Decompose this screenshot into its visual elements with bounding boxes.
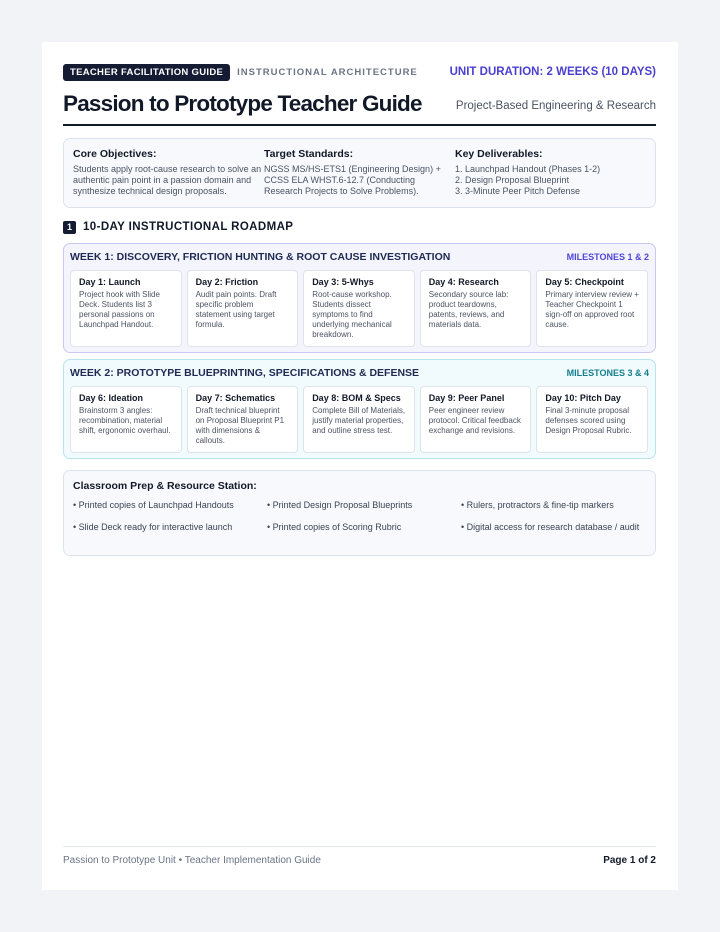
day-description: Draft technical blueprint on Proposal Blueprint P1 with dimensions & callouts. (195, 406, 285, 445)
objective-standards (264, 148, 455, 207)
prep-item: • Rulers, protractors & fine-tip markers (461, 500, 614, 510)
objective-heading: Key Deliverables: (455, 148, 543, 160)
milestone-label: MILESTONES 1 & 2 (566, 252, 649, 262)
objective-deliverables (455, 148, 646, 207)
prep-heading: Classroom Prep & Resource Station: (73, 480, 257, 492)
header-main (63, 89, 656, 117)
day-card (536, 270, 648, 347)
week-1-block (63, 243, 656, 353)
header-top (63, 63, 656, 81)
day-description: Primary interview review + Teacher Checkpoint 1 sign-off on approved root cause. (545, 290, 639, 329)
day-description: Peer engineer review protocol. Critical feedback exchange and revisions. (428, 406, 521, 435)
day-description: Secondary source lab: product teardowns, patents, reviews, and materials data. (428, 290, 509, 329)
objectives-box (63, 138, 656, 208)
objective-core (73, 148, 264, 207)
roadmap-heading (63, 220, 656, 234)
day-title: Day 4: Research (428, 277, 499, 287)
day-cards (70, 270, 649, 347)
prep-box (63, 470, 656, 556)
footer-text: Passion to Prototype Unit • Teacher Implementation Guide (63, 855, 321, 866)
prep-item: • Printed copies of Scoring Rubric (267, 522, 402, 532)
day-description: Brainstorm 3 angles: recombination, material shift, ergonomic overhaul. (79, 406, 171, 435)
eyebrow-label: INSTRUCTIONAL ARCHITECTURE (237, 66, 418, 78)
objective-heading: Target Standards: (264, 148, 354, 160)
day-card (187, 270, 299, 347)
page-number: Page 1 of 2 (603, 855, 656, 866)
milestone-label: MILESTONES 3 & 4 (566, 368, 649, 378)
day-title: Day 7: Schematics (195, 393, 276, 403)
header-divider (63, 124, 656, 126)
section-number: 1 (63, 221, 76, 234)
day-card (70, 270, 182, 347)
page-title: Passion to Prototype Teacher Guide (63, 91, 422, 116)
unit-duration: UNIT DURATION: 2 WEEKS (10 DAYS) (449, 66, 656, 78)
page-subtitle: Project-Based Engineering & Research (455, 100, 656, 112)
prep-item: • Printed Design Proposal Blueprints (267, 500, 413, 510)
day-title: Day 9: Peer Panel (428, 393, 505, 403)
day-title: Day 10: Pitch Day (545, 393, 621, 403)
day-title: Day 1: Launch (79, 277, 141, 287)
roadmap-title: 10-DAY INSTRUCTIONAL ROADMAP (83, 221, 294, 233)
day-title: Day 2: Friction (195, 277, 259, 287)
day-card (187, 386, 299, 453)
page-footer (63, 846, 656, 866)
prep-item: • Slide Deck ready for interactive launch (73, 522, 233, 532)
day-card (536, 386, 648, 453)
guide-page (42, 42, 678, 890)
day-card (303, 386, 415, 453)
day-title: Day 5: Checkpoint (545, 277, 624, 287)
week-title: WEEK 1: DISCOVERY, FRICTION HUNTING & ROOT CAUSE INVESTIGATION (70, 251, 451, 263)
day-card (70, 386, 182, 453)
day-description: Root-cause workshop. Students dissect symptoms to find underlying mechanical breakdown. (312, 290, 392, 339)
objective-text: NGSS MS/HS-ETS1 (Engineering Design) + CCSS ELA WHST.6-12.7 (Conducting Research Projects to Solve Problems). (264, 164, 441, 196)
week-header (70, 250, 649, 264)
week-2-block (63, 359, 656, 459)
day-title: Day 8: BOM & Specs (312, 393, 401, 403)
day-cards (70, 386, 649, 453)
day-description: Audit pain points. Draft specific problem statement using target formula. (195, 290, 277, 329)
objective-text: 1. Launchpad Handout (Phases 1-2) 2. Design Proposal Blueprint 3. 3-Minute Peer Pitch Defense (455, 164, 601, 196)
day-card (420, 270, 532, 347)
prep-item: • Printed copies of Launchpad Handouts (73, 500, 234, 510)
day-card (303, 270, 415, 347)
objective-heading: Core Objectives: (73, 148, 157, 160)
day-description: Final 3-minute proposal defenses scored using Design Proposal Rubric. (545, 406, 632, 435)
prep-list (73, 498, 646, 534)
prep-item: • Digital access for research database / audit (461, 522, 640, 532)
week-header (70, 366, 649, 380)
guide-type-badge: TEACHER FACILITATION GUIDE (63, 64, 230, 81)
day-title: Day 6: Ideation (79, 393, 144, 403)
day-description: Complete Bill of Materials, justify material properties, and outline stress test. (312, 406, 406, 435)
objective-text: Students apply root-cause research to solve an authentic pain point in a passion domain and synthesize technical design proposals. (73, 164, 262, 196)
day-card (420, 386, 532, 453)
day-description: Project hook with Slide Deck. Students list 3 personal passions on Launchpad Handout. (79, 290, 160, 329)
day-title: Day 3: 5-Whys (312, 277, 374, 287)
week-title: WEEK 2: PROTOTYPE BLUEPRINTING, SPECIFICATIONS & DEFENSE (70, 367, 420, 379)
